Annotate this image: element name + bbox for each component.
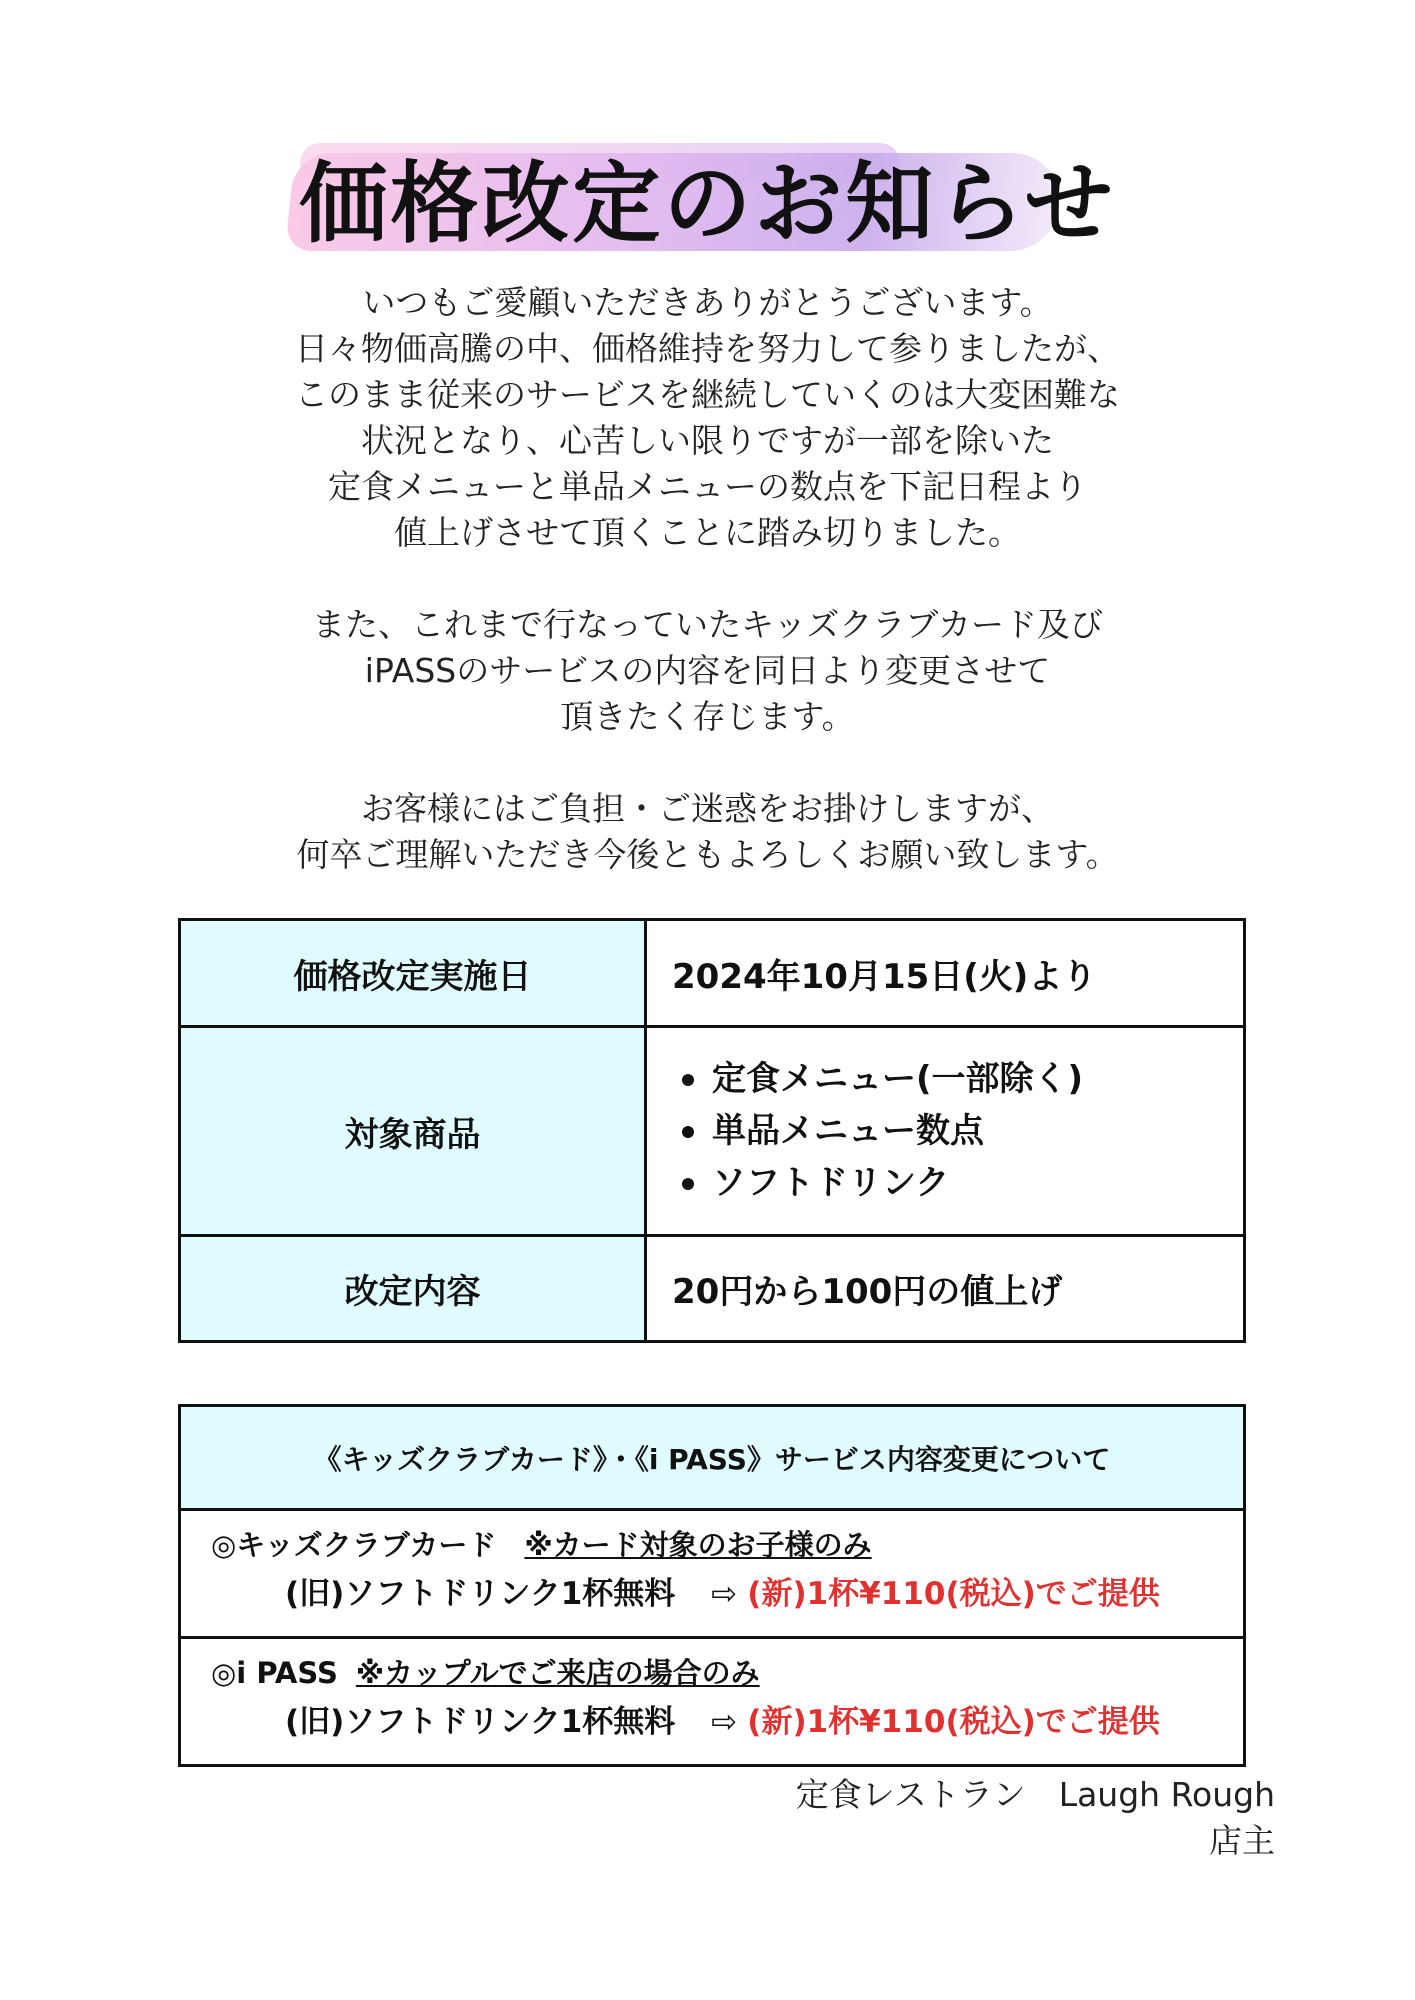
service-note: ※カード対象のお子様のみ [524, 1528, 872, 1562]
date-label: 価格改定実施日 [180, 920, 646, 1027]
intro-text [0, 280, 1415, 878]
service-name: ◎キッズクラブカード [211, 1528, 497, 1562]
intro-line: 何卒ご理解いただき今後ともよろしくお願い致します。 [296, 835, 1119, 874]
intro-line: いつもご愛顧いただきありがとうございます。 [362, 283, 1053, 322]
signature [796, 1772, 1275, 1864]
bullet-icon [682, 1074, 694, 1086]
owner-label: 店主 [1209, 1821, 1275, 1860]
service-note: ※カップルでご来店の場合のみ [355, 1656, 760, 1690]
target-items-cell [646, 1027, 1245, 1236]
table-row [180, 1510, 1245, 1638]
new-service: (新)1杯¥110(税込)でご提供 [747, 1704, 1160, 1740]
service-title [211, 1653, 1243, 1693]
list-item-text: 単品メニュー数点 [712, 1111, 984, 1151]
target-items-list [672, 1053, 1243, 1209]
arrow-right-icon: ⇨ [711, 1704, 738, 1740]
bullet-icon [682, 1178, 694, 1190]
kids-club-row [180, 1510, 1245, 1638]
intro-line: 頂きたく存じます。 [560, 697, 855, 736]
content-label: 改定内容 [180, 1236, 646, 1342]
intro-line: お客様にはご負担・ご迷惑をお掛けしますが、 [361, 789, 1054, 828]
arrow-right-icon: ⇨ [711, 1576, 738, 1612]
paragraph-gap [0, 740, 1415, 786]
intro-line: iPASSのサービスの内容を同日より変更させて [364, 651, 1051, 690]
intro-line: 値上げさせて頂くことに踏み切りました。 [394, 513, 1021, 552]
service-header: 《キッズクラブカード》・《i PASS》サービス内容変更について [180, 1406, 1245, 1510]
page-title: 価格改定のお知らせ [299, 152, 1116, 255]
intro-line: 定食メニューと単品メニューの数点を下記日程より [328, 467, 1087, 506]
table-row [180, 1406, 1245, 1510]
intro-line: このまま従来のサービスを継続していくのは大変困難な [295, 375, 1120, 414]
intro-line: また、これまで行なっていたキッズクラブカード及び [311, 605, 1103, 644]
service-change-table [178, 1404, 1246, 1767]
list-item [712, 1105, 1243, 1157]
paragraph-gap [0, 556, 1415, 602]
intro-line: 日々物価高騰の中、価格維持を努力して参りましたが、 [295, 329, 1120, 368]
price-revision-table [178, 918, 1246, 1343]
target-label: 対象商品 [180, 1027, 646, 1236]
restaurant-name: 定食レストラン Laugh Rough [795, 1775, 1275, 1814]
service-name: ◎i PASS [211, 1656, 338, 1690]
table-row [180, 920, 1245, 1027]
table-row [180, 1236, 1245, 1342]
title-area [0, 135, 1415, 275]
service-change [285, 1571, 1243, 1617]
list-item [712, 1157, 1243, 1209]
old-service: (旧)ソフトドリンク1杯無料 [285, 1704, 676, 1740]
intro-line: 状況となり、心苦しい限りですが一部を除いた [361, 421, 1054, 460]
list-item-text: ソフトドリンク [712, 1163, 950, 1203]
new-service: (新)1杯¥110(税込)でご提供 [747, 1576, 1160, 1612]
table-row [180, 1638, 1245, 1766]
date-value: 2024年10月15日(火)より [646, 920, 1245, 1027]
service-title [211, 1525, 1243, 1565]
old-service: (旧)ソフトドリンク1杯無料 [285, 1576, 676, 1612]
table-row [180, 1027, 1245, 1236]
ipass-row [180, 1638, 1245, 1766]
content-value: 20円から100円の値上げ [646, 1236, 1245, 1342]
bullet-icon [682, 1126, 694, 1138]
list-item [712, 1053, 1243, 1105]
list-item-text: 定食メニュー(一部除く) [712, 1059, 1084, 1099]
service-change [285, 1699, 1243, 1745]
